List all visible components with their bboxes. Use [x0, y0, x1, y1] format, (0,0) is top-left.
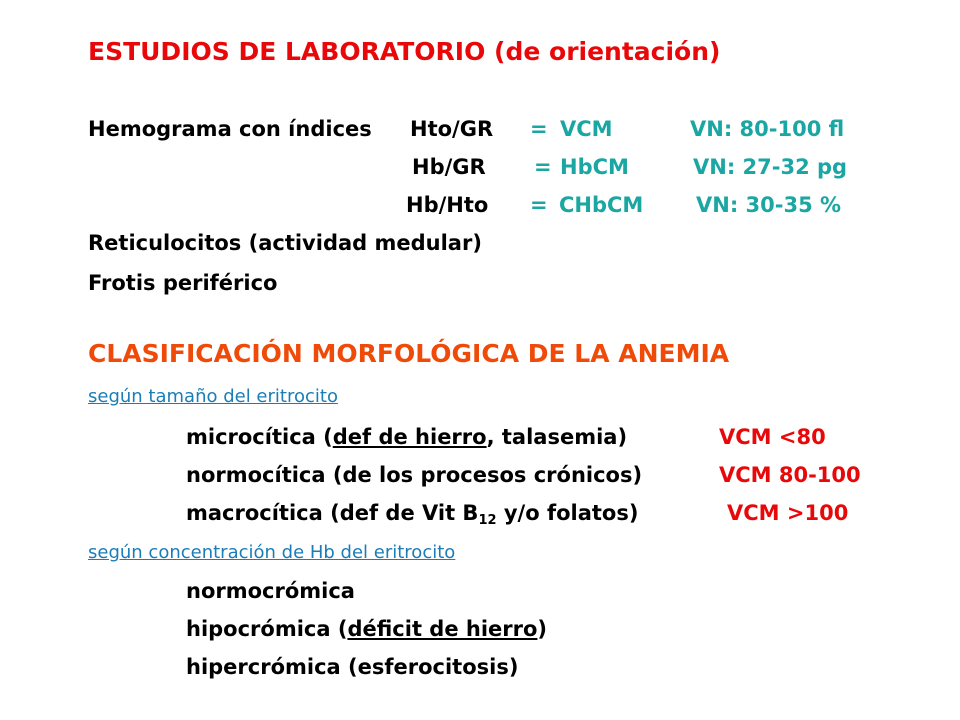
hemogram-label: Hemograma con índices: [88, 117, 372, 141]
frotis-item: Frotis periférico: [88, 271, 278, 295]
equals-sign: =: [530, 117, 548, 141]
normal-value-vcm: VN: 80-100 fl: [690, 117, 845, 141]
size-item-normo: normocítica (de los procesos crónicos): [186, 463, 643, 487]
size-item-macro: macrocítica (def de Vit $B_{12}$ y/o folatos): [186, 501, 639, 528]
equals-sign: =: [534, 155, 552, 179]
hb-heading: según concentración de Hb del eritrocito: [88, 542, 456, 563]
index-chbcm: CHbCM: [559, 193, 644, 217]
hb-item-hipo: hipocrómica (déficit de hierro): [186, 617, 548, 641]
formula-hb-hto: Hb/Hto: [406, 193, 489, 217]
formula-hb-gr: Hb/GR: [412, 155, 486, 179]
reticulocitos-item: Reticulocitos (actividad medular): [88, 231, 482, 255]
normal-value-hbcm: VN: 27-32 pg: [693, 155, 848, 179]
size-item-micro: microcítica (def de hierro, talasemia): [186, 425, 628, 449]
vcm-micro: VCM <80: [719, 425, 826, 449]
size-heading: según tamaño del eritrocito: [88, 386, 338, 407]
vcm-macro: VCM >100: [727, 501, 849, 525]
labs-title: ESTUDIOS DE LABORATORIO (de orientación): [88, 37, 721, 66]
vcm-normo: VCM 80-100: [719, 463, 861, 487]
normal-value-chbcm: VN: 30-35 %: [696, 193, 842, 217]
formula-hto-gr: Hto/GR: [410, 117, 494, 141]
hb-item-hiper: hipercrómica (esferocitosis): [186, 655, 519, 679]
index-hbcm: HbCM: [560, 155, 629, 179]
equals-sign: =: [530, 193, 548, 217]
classification-title: CLASIFICACIÓN MORFOLÓGICA DE LA ANEMIA: [88, 339, 730, 368]
index-vcm: VCM: [560, 117, 613, 141]
hb-item-normo: normocrómica: [186, 579, 355, 603]
